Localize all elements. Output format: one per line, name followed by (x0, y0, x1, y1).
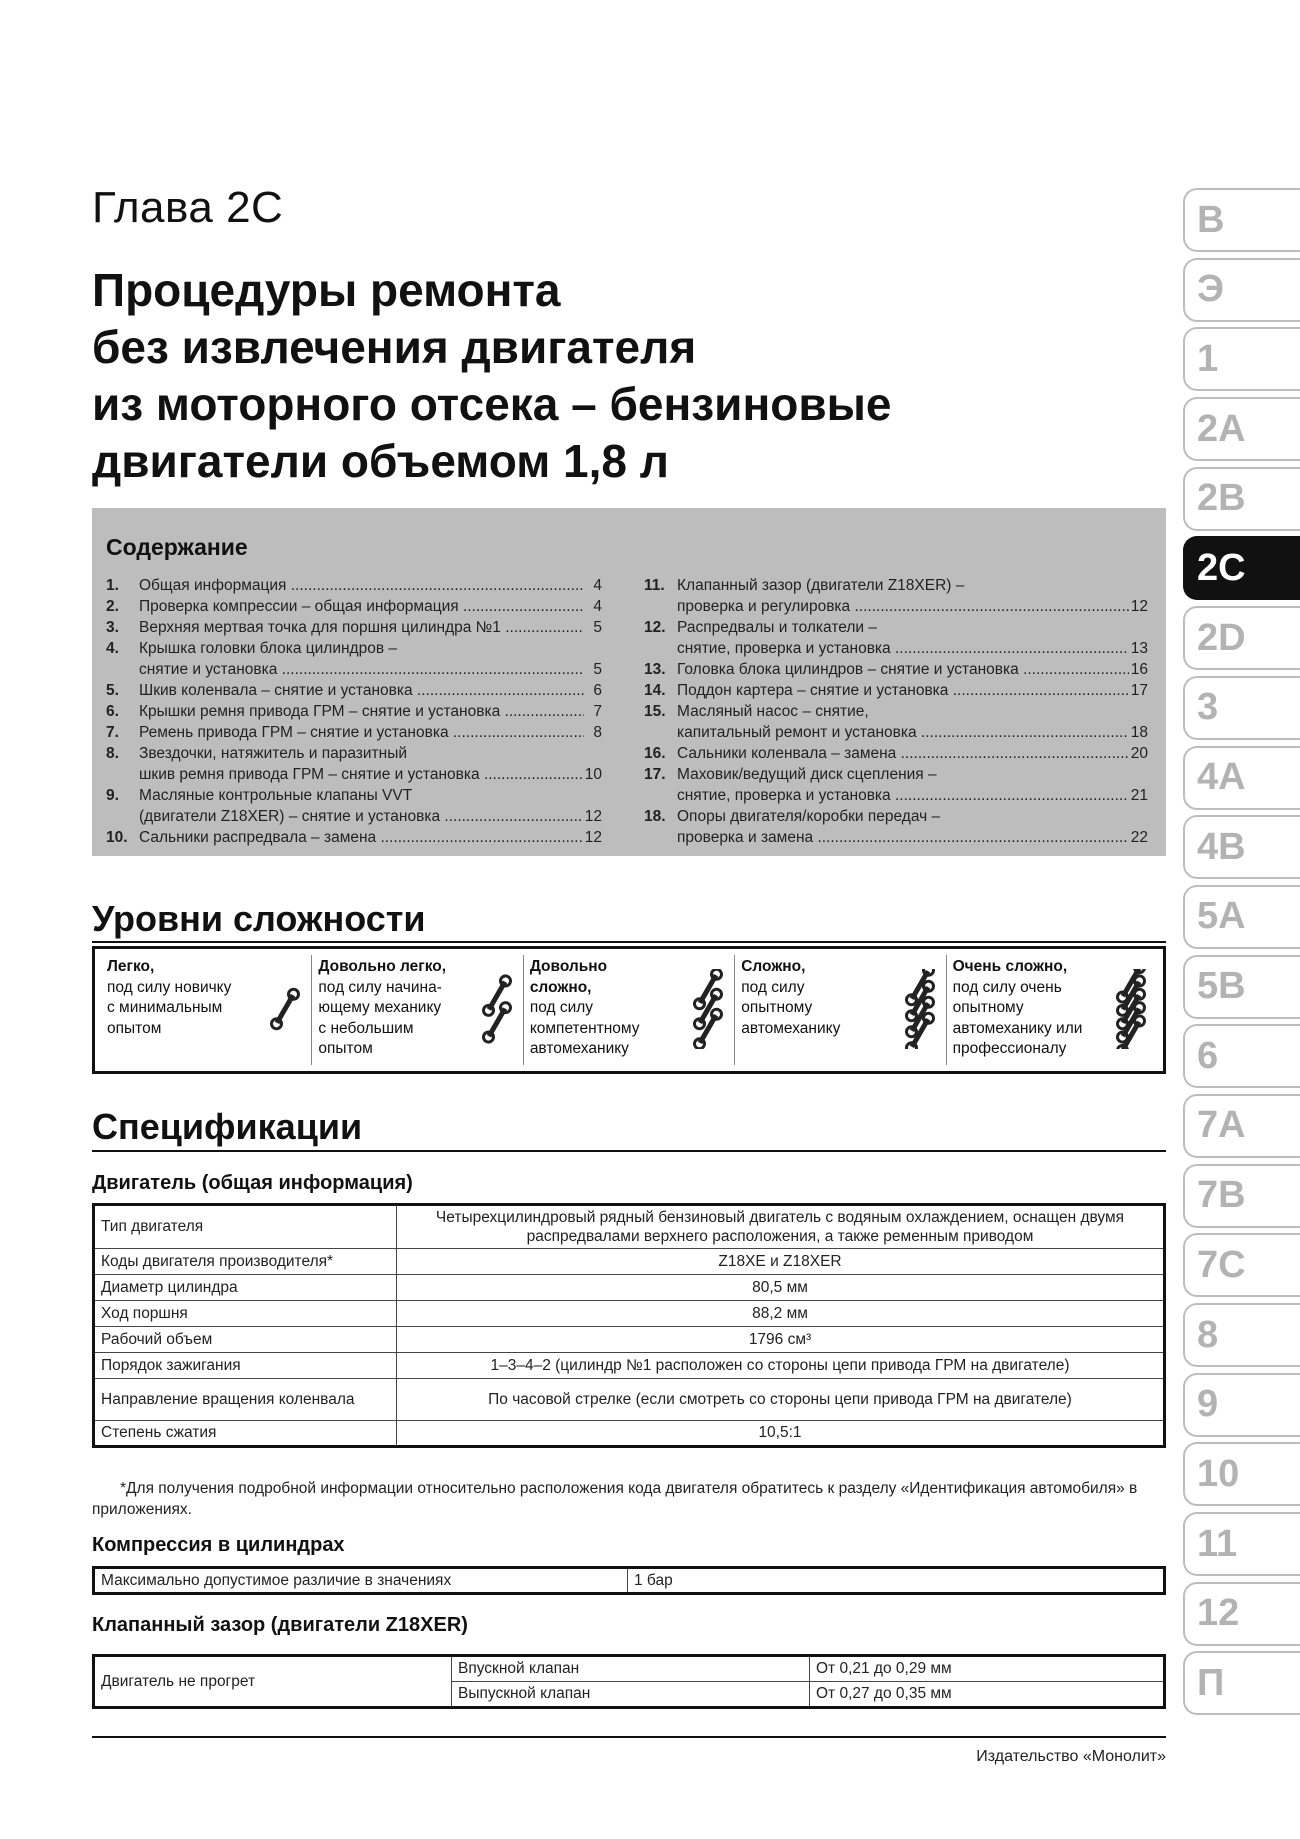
difficulty-description: автомеханику (741, 1019, 841, 1037)
table-cell: 1 бар (628, 1568, 1165, 1594)
difficulty-level (946, 955, 1157, 1065)
chapter-tab[interactable]: Э (1183, 258, 1300, 322)
toc-page-number: 5 (593, 619, 602, 636)
toc-page-number: 12 (584, 829, 602, 846)
chapter-tab[interactable]: 7C (1183, 1233, 1300, 1297)
wrench-icon (477, 969, 517, 1049)
toc-number (644, 827, 677, 848)
toc-number (644, 722, 677, 743)
wrench-icon (900, 969, 940, 1049)
chapter-tab[interactable]: 2C (1183, 536, 1300, 600)
title-line: из моторного отсека – бензиновые (92, 378, 892, 430)
toc-title: Сальники распредвала – замена ..... (139, 827, 583, 848)
toc-title: Маховик/ведущий диск сцепления – (677, 766, 937, 783)
difficulty-label: Легко, (107, 958, 155, 975)
table-cell: 80,5 мм (397, 1275, 1165, 1301)
toc-page-number: 16 (1130, 661, 1148, 678)
toc-entry (644, 722, 1148, 743)
difficulty-label: Сложно, (741, 958, 806, 975)
toc-entry (106, 764, 602, 785)
toc-number: 13. (644, 661, 666, 678)
toc-entry (106, 659, 602, 680)
toc-number: 16. (644, 745, 666, 762)
toc-number: 12. (644, 619, 666, 636)
toc-entry (106, 743, 602, 764)
toc-title: Масляный насос – снятие, (677, 703, 869, 720)
toc-page-number (1130, 806, 1148, 827)
toc-title: Шкив коленвала – снятие и установка ..... (139, 680, 584, 701)
toc-number (644, 638, 677, 659)
table-cell: 1796 см³ (397, 1327, 1165, 1353)
toc-title: снятие, проверка и установка ..... (677, 638, 1129, 659)
table-cell: 88,2 мм (397, 1301, 1165, 1327)
wrench-rating (688, 969, 728, 1056)
difficulty-description: опытному (741, 999, 813, 1016)
toc-entry (644, 680, 1148, 701)
table-cell: Рабочий объем (94, 1327, 397, 1353)
title-line: без извлечения двигателя (92, 321, 697, 373)
difficulty-description: ющему механику (318, 999, 442, 1016)
wrench-icon (1111, 969, 1151, 1049)
table-row (94, 1353, 1165, 1379)
table-row (94, 1656, 1165, 1682)
toc-entry (644, 806, 1148, 827)
table-cell: Впускной клапан (452, 1656, 810, 1682)
chapter-tab[interactable]: 4A (1183, 746, 1300, 810)
divider (92, 1736, 1166, 1738)
toc-entry (106, 785, 602, 806)
toc-page-number (1130, 701, 1148, 722)
table-cell: Направление вращения коленвала (94, 1379, 397, 1421)
toc-number: 15. (644, 703, 666, 720)
toc-title: Сальники коленвала – замена ..... (677, 743, 1129, 764)
wrench-icon (688, 969, 728, 1049)
difficulty-description: под силу очень (952, 978, 1062, 996)
engine-spec-table (92, 1203, 1166, 1448)
toc-page-number: 10 (584, 766, 602, 783)
chapter-tab[interactable]: 5A (1183, 885, 1300, 949)
toc-entry (644, 617, 1148, 638)
chapter-tab[interactable]: B (1183, 188, 1300, 252)
valve-subheading: Клапанный зазор (двигатели Z18XER) (92, 1614, 468, 1636)
wrench-rating (477, 969, 517, 1056)
toc-page-number: 4 (593, 598, 602, 615)
toc-page-number: 8 (593, 724, 602, 741)
toc-entry (106, 680, 602, 701)
table-cell: Тип двигателя (94, 1205, 397, 1249)
wrench-rating (265, 969, 305, 1056)
contents-box (92, 508, 1166, 856)
table-cell: По часовой стрелке (если смотреть со стороны цепи привода ГРМ на двигателе) (397, 1379, 1165, 1421)
toc-entry (644, 764, 1148, 785)
toc-page-number: 4 (593, 577, 602, 594)
toc-number: 11. (644, 577, 665, 594)
chapter-tab[interactable]: 4B (1183, 815, 1300, 879)
toc-page-number: 13 (1130, 640, 1148, 657)
toc-title: Масляные контрольные клапаны VVT (139, 787, 413, 804)
toc-entry (644, 827, 1148, 848)
toc-page-number: 7 (593, 703, 602, 720)
wrench-rating (1111, 969, 1151, 1056)
toc-number (644, 785, 677, 806)
toc-entry (644, 701, 1148, 722)
toc-title: снятие, проверка и установка ..... (677, 785, 1129, 806)
toc-title: снятие и установка ..... (139, 659, 584, 680)
table-cell: Двигатель не прогрет (94, 1656, 452, 1708)
divider (92, 1150, 1166, 1152)
chapter-tab[interactable]: П (1183, 1651, 1300, 1715)
toc-title: Опоры двигателя/коробки передач – (677, 808, 941, 825)
toc-title: Головка блока цилиндров – снятие и установка ..... (677, 659, 1129, 680)
table-row (94, 1327, 1165, 1353)
difficulty-level (311, 955, 522, 1065)
toc-page-number: 5 (593, 661, 602, 678)
toc-page-number (584, 785, 602, 806)
toc-page-number: 12 (584, 808, 602, 825)
difficulty-level (734, 955, 945, 1065)
toc-title: (двигатели Z18XER) – снятие и установка ..... (139, 806, 583, 827)
compression-subheading: Компрессия в цилиндрах (92, 1534, 345, 1556)
chapter-tab[interactable]: 6 (1183, 1024, 1300, 1088)
toc-page-number (584, 743, 602, 764)
toc-page-number: 22 (1130, 829, 1148, 846)
table-row (94, 1275, 1165, 1301)
difficulty-label: Довольно (529, 958, 608, 975)
table-cell: Ход поршня (94, 1301, 397, 1327)
toc-number: 14. (644, 682, 666, 699)
toc-number (644, 596, 677, 617)
toc-title: Клапанный зазор (двигатели Z18XER) – (677, 577, 965, 594)
chapter-tabs (1183, 188, 1300, 1721)
toc-title: Верхняя мертвая точка для поршня цилиндра №1 ..... (139, 617, 584, 638)
chapter-tab[interactable]: 12 (1183, 1582, 1300, 1646)
title-line: двигатели объемом 1,8 л (92, 435, 669, 487)
toc-page-number: 12 (1130, 598, 1148, 615)
difficulty-description: опытом (318, 1040, 373, 1057)
table-cell: 1–3–4–2 (цилиндр №1 расположен со стороны цепи привода ГРМ на двигателе) (397, 1353, 1165, 1379)
toc-title: Звездочки, натяжитель и паразитный (139, 745, 408, 762)
engine-subheading: Двигатель (общая информация) (92, 1172, 413, 1194)
difficulty-description: опытом (107, 1019, 162, 1037)
divider (92, 941, 1166, 943)
chapter-tab[interactable]: 2D (1183, 606, 1300, 670)
toc-page-number: 6 (593, 682, 602, 699)
toc-entry (106, 638, 602, 659)
toc-page-number: 18 (1130, 724, 1148, 741)
chapter-tab[interactable]: 2B (1183, 467, 1300, 531)
table-cell: 10,5:1 (397, 1421, 1165, 1447)
toc-entry (106, 806, 602, 827)
chapter-tab[interactable]: 7A (1183, 1094, 1300, 1158)
toc-number: 2. (106, 598, 119, 615)
toc-entry (644, 743, 1148, 764)
chapter-tab[interactable]: 2A (1183, 397, 1300, 461)
toc-title: Распредвалы и толкатели – (677, 619, 877, 636)
toc-entry (106, 827, 602, 848)
title-line: Процедуры ремонта (92, 264, 561, 316)
page-title (92, 262, 1152, 490)
table-cell: Диаметр цилиндра (94, 1275, 397, 1301)
chapter-tab[interactable]: 8 (1183, 1303, 1300, 1367)
chapter-tab[interactable]: 3 (1183, 676, 1300, 740)
difficulty-heading: Уровни сложности (92, 898, 426, 939)
contents-heading: Содержание (106, 534, 248, 560)
toc-entry (106, 575, 602, 596)
toc-title: Общая информация ..... (139, 575, 584, 596)
chapter-label: Глава 2C (92, 183, 284, 232)
toc-page-number (1130, 764, 1148, 785)
toc-number: 7. (106, 724, 119, 741)
difficulty-description: с минимальным (107, 999, 223, 1016)
toc-entry (644, 785, 1148, 806)
toc-entry (106, 701, 602, 722)
toc-entry (106, 617, 602, 638)
wrench-rating (900, 969, 940, 1056)
toc-title: проверка и регулировка ..... (677, 596, 1129, 617)
table-row (94, 1301, 1165, 1327)
toc-page-number (584, 638, 602, 659)
toc-entry (644, 659, 1148, 680)
difficulty-description: под силу начина- (318, 978, 442, 996)
toc-title: Поддон картера – снятие и установка ..... (677, 680, 1129, 701)
table-cell: От 0,27 до 0,35 мм (810, 1682, 1165, 1708)
toc-title: Ремень привода ГРМ – снятие и установка ..... (139, 722, 584, 743)
difficulty-description: автомеханику (529, 1040, 629, 1057)
toc-number: 8. (106, 745, 119, 762)
toc-number (106, 659, 139, 680)
table-cell: Степень сжатия (94, 1421, 397, 1447)
difficulty-description: профессионалу (952, 1040, 1067, 1057)
toc-number: 17. (644, 766, 666, 783)
table-row (94, 1249, 1165, 1275)
table-cell: Выпускной клапан (452, 1682, 810, 1708)
table-row (94, 1568, 1165, 1594)
toc-title: Проверка компрессии – общая информация ..... (139, 596, 584, 617)
chapter-tab[interactable]: 1 (1183, 327, 1300, 391)
difficulty-levels (92, 946, 1166, 1074)
table-cell: Максимально допустимое различие в значениях (94, 1568, 628, 1594)
difficulty-description: под силу новичку (107, 978, 232, 996)
table-cell: Четырехцилиндровый рядный бензиновый двигатель с водяным охлаждением, оснащен двумя распредвалами верхнего расположения, а также ременным приводом (397, 1205, 1165, 1249)
toc-title: шкив ремня привода ГРМ – снятие и установка ..... (139, 764, 583, 785)
table-row (94, 1421, 1165, 1447)
toc-column-left (106, 575, 602, 848)
toc-number: 4. (106, 640, 119, 657)
difficulty-description: под силу (529, 999, 594, 1016)
chapter-tab[interactable]: 5B (1183, 955, 1300, 1019)
toc-number: 6. (106, 703, 119, 720)
toc-page-number: 21 (1130, 787, 1148, 804)
table-cell: От 0,21 до 0,29 мм (810, 1656, 1165, 1682)
chapter-tab[interactable]: 11 (1183, 1512, 1300, 1576)
toc-page-number (1130, 617, 1148, 638)
toc-number (106, 764, 139, 785)
toc-title: капитальный ремонт и установка ..... (677, 722, 1129, 743)
toc-number (106, 806, 139, 827)
toc-title: Крышки ремня привода ГРМ – снятие и установка ..... (139, 701, 584, 722)
difficulty-label: Очень сложно, (952, 958, 1068, 975)
toc-number: 1. (106, 577, 119, 594)
toc-column-right (644, 575, 1148, 848)
difficulty-description: с небольшим (318, 1019, 414, 1037)
difficulty-description: опытному (952, 999, 1024, 1016)
wrench-icon (265, 969, 305, 1049)
difficulty-level (523, 955, 734, 1065)
specifications-heading: Спецификации (92, 1106, 363, 1147)
table-cell: Порядок зажигания (94, 1353, 397, 1379)
chapter-tab[interactable]: 9 (1183, 1373, 1300, 1437)
toc-title: Крышка головки блока цилиндров – (139, 640, 397, 657)
toc-page-number (1130, 575, 1148, 596)
table-cell: Коды двигателя производителя* (94, 1249, 397, 1275)
toc-entry (106, 596, 602, 617)
toc-number: 18. (644, 808, 666, 825)
toc-number: 10. (106, 829, 128, 846)
table-cell: Z18XE и Z18XER (397, 1249, 1165, 1275)
toc-number: 9. (106, 787, 119, 804)
toc-page-number: 20 (1130, 745, 1148, 762)
toc-entry (644, 638, 1148, 659)
difficulty-description: под силу (741, 978, 805, 996)
toc-entry (106, 722, 602, 743)
toc-number: 3. (106, 619, 119, 636)
toc-entry (644, 575, 1148, 596)
valve-clearance-table (92, 1654, 1166, 1709)
compression-table (92, 1566, 1166, 1595)
toc-page-number: 17 (1130, 682, 1148, 699)
publisher-label: Издательство «Монолит» (976, 1748, 1166, 1765)
difficulty-label: сложно, (529, 978, 592, 996)
chapter-tab[interactable]: 10 (1183, 1442, 1300, 1506)
difficulty-level (101, 955, 311, 1065)
chapter-tab[interactable]: 7B (1183, 1164, 1300, 1228)
difficulty-description: компетентному (529, 1019, 640, 1037)
toc-number: 5. (106, 682, 119, 699)
footnote: *Для получения подробной информации относительно расположения кода двигателя обратитесь к разделу «Идентификация автомобиля» в приложениях. (92, 1480, 1138, 1518)
difficulty-label: Довольно легко, (318, 958, 447, 975)
toc-title: проверка и замена ..... (677, 827, 1129, 848)
table-row (94, 1379, 1165, 1421)
toc-entry (644, 596, 1148, 617)
difficulty-description: автомеханику или (952, 1019, 1083, 1037)
table-row (94, 1205, 1165, 1249)
